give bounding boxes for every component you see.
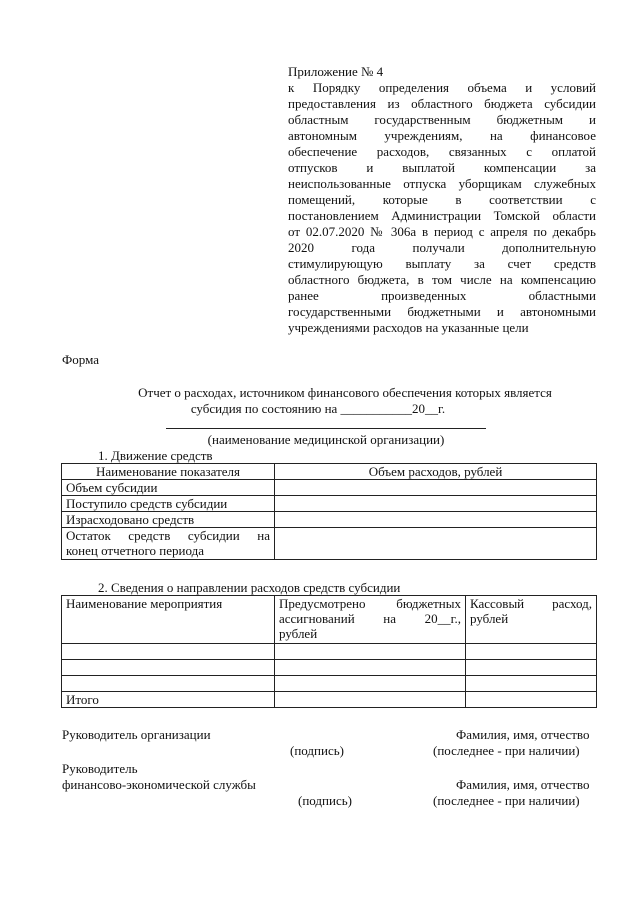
table-row	[62, 528, 597, 560]
header-line: рублей	[279, 626, 318, 641]
appendix-line: стимулирующую выплату за счет средств	[288, 256, 596, 271]
column-header	[275, 596, 466, 644]
cash-expense-cell[interactable]	[466, 676, 597, 692]
value-cell[interactable]	[275, 512, 597, 528]
table-row	[62, 676, 597, 692]
appendix-line: предоставления из областного бюджета субсидии	[288, 96, 596, 111]
planned-cell[interactable]	[275, 676, 466, 692]
finance-fio-label: Фамилия, имя, отчество	[456, 777, 590, 792]
value-cell[interactable]	[275, 480, 597, 496]
appendix-line: обеспечение расходов, связанных с оплатой	[288, 144, 596, 159]
section2-heading: 2. Сведения о направлении расходов средств субсидии	[98, 580, 401, 595]
table-header-row	[62, 596, 597, 644]
row-label: Израсходовано средств	[62, 512, 275, 528]
value-cell[interactable]	[275, 496, 597, 512]
row-label: Объем субсидии	[62, 480, 275, 496]
column-header: Объем расходов, рублей	[275, 464, 597, 480]
cash-expense-cell[interactable]	[466, 644, 597, 660]
appendix-line: автономным учреждениям, на финансовое	[288, 128, 596, 143]
head-of-organization-label: Руководитель организации	[62, 727, 211, 742]
total-row	[62, 692, 597, 708]
appendix-line: от 02.07.2020 № 306а в период с апреля по декабрь	[288, 224, 596, 239]
funds-movement-table	[61, 463, 597, 560]
header-line: рублей	[470, 611, 509, 626]
appendix-line: 2020 года получали дополнительную	[288, 240, 596, 255]
planned-total-cell[interactable]	[275, 692, 466, 708]
signature-caption: (подпись)	[290, 743, 344, 758]
report-title-line2: субсидия по состоянию на ___________20__г.	[190, 401, 446, 416]
patronymic-note: (последнее - при наличии)	[433, 793, 580, 808]
head-fio-label: Фамилия, имя, отчество	[456, 727, 590, 742]
expenses-table	[61, 595, 597, 708]
appendix-line: к Порядку определения объема и условий	[288, 80, 596, 95]
appendix-line: помещений, которые в соответствии с	[288, 192, 596, 207]
table-row	[62, 660, 597, 676]
row-label: Поступило средств субсидии	[62, 496, 275, 512]
header-line: Кассовый расход,	[470, 596, 592, 611]
table-row	[62, 496, 597, 512]
finance-head-label: Руководитель	[62, 761, 138, 776]
header-line: Предусмотрено бюджетных	[279, 596, 461, 611]
row-label-line: Остаток средств субсидии на	[66, 528, 270, 543]
cash-total-cell[interactable]	[466, 692, 597, 708]
appendix-line: постановлением Администрации Томской области	[288, 208, 596, 223]
column-header: Наименование показателя	[62, 464, 275, 480]
header-line: ассигнований на 20__г.,	[279, 611, 461, 626]
appendix-title: Приложение № 4	[288, 64, 384, 79]
appendix-line: отпусков и выплатой компенсации за	[288, 160, 596, 175]
table-header-row	[62, 464, 597, 480]
column-header: Наименование мероприятия	[62, 596, 275, 644]
appendix-line: ранее произведенных областными	[288, 288, 596, 303]
form-label: Форма	[62, 352, 99, 367]
activity-cell[interactable]	[62, 644, 275, 660]
planned-cell[interactable]	[275, 644, 466, 660]
organization-caption: (наименование медицинской организации)	[207, 432, 445, 447]
section1-heading: 1. Движение средств	[98, 448, 213, 463]
row-label	[62, 528, 275, 560]
row-label-line: конец отчетного периода	[66, 543, 204, 558]
total-label: Итого	[62, 692, 275, 708]
appendix-line: неиспользованные отпуска уборщикам служебных	[288, 176, 596, 191]
cash-expense-cell[interactable]	[466, 660, 597, 676]
table-row	[62, 480, 597, 496]
activity-cell[interactable]	[62, 676, 275, 692]
planned-cell[interactable]	[275, 660, 466, 676]
appendix-line: областным государственным бюджетным и	[288, 112, 596, 127]
activity-cell[interactable]	[62, 660, 275, 676]
table-row	[62, 512, 597, 528]
patronymic-note: (последнее - при наличии)	[433, 743, 580, 758]
appendix-line: учреждениями расходов на указанные цели	[288, 320, 529, 335]
value-cell[interactable]	[275, 528, 597, 560]
signature-caption: (подпись)	[298, 793, 352, 808]
column-header	[466, 596, 597, 644]
appendix-line: государственными бюджетными и автономными	[288, 304, 596, 319]
table-row	[62, 644, 597, 660]
report-title-line1: Отчет о расходах, источником финансового обеспечения которых является	[138, 385, 552, 400]
organization-name-field[interactable]	[166, 428, 486, 429]
finance-service-label: финансово-экономической службы	[62, 777, 256, 792]
appendix-line: областного бюджета, в том числе на компенсацию	[288, 272, 596, 287]
